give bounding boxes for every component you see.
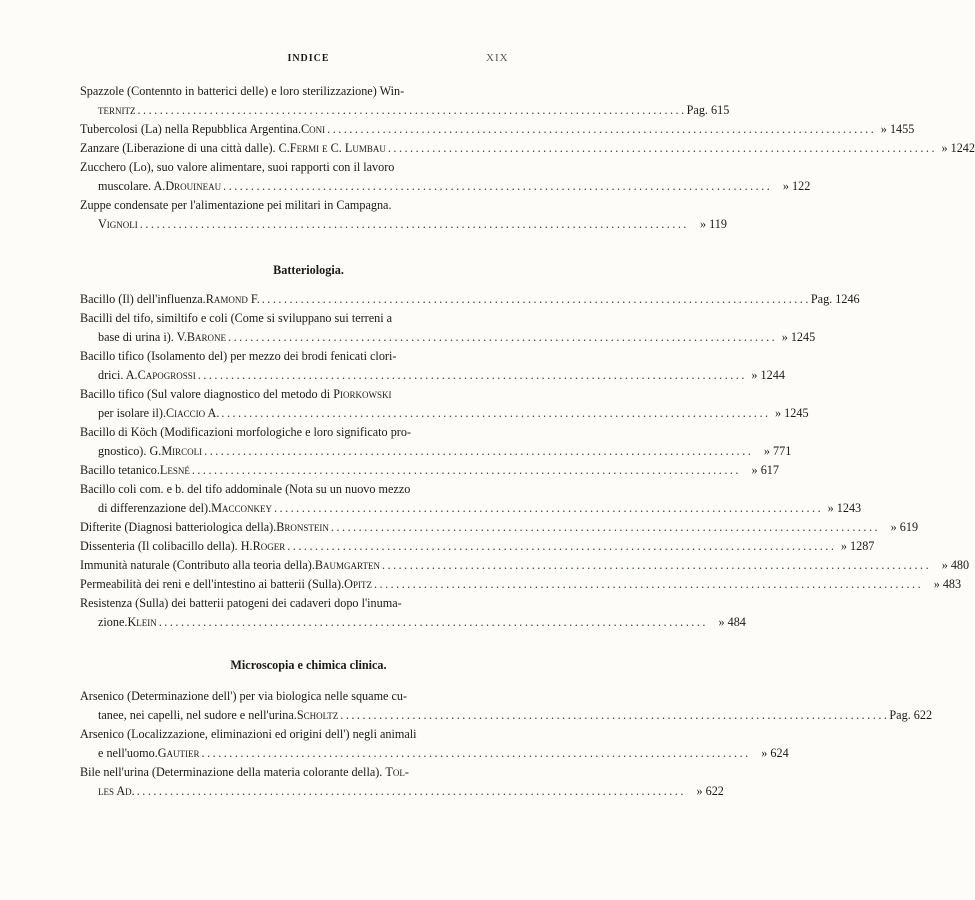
entry-page: » 484 — [718, 615, 746, 629]
entry-author: Baumgarten — [314, 558, 380, 572]
entry-text: Tubercolosi (La) nella Repubblica Argentina. — [80, 122, 302, 136]
section-heading-batteriologia: Batteriologia. — [273, 263, 344, 277]
entry-text: Bacillo coli com. e b. del tifo addominale (Nota su un nuovo mezzo — [80, 482, 411, 496]
entry-page: » 619 — [890, 520, 919, 534]
entry-page: Pag. 615 — [686, 103, 730, 117]
page-number-roman: XIX — [486, 52, 509, 64]
entry-text: Bile nell'urina (Determinazione della materia colorante della). — [80, 765, 386, 779]
index-entry-line — [80, 518, 919, 536]
dot-leader: ................................................................................................... — [340, 708, 890, 722]
dot-leader: ................................................................................................... — [136, 784, 686, 798]
entry-text: Zucchero (Lo), suo valore alimentare, suoi rapporti con il lavoro — [80, 160, 395, 174]
entry-author: Coni — [301, 122, 326, 136]
entry-page: » 771 — [763, 444, 792, 458]
index-entry-line — [98, 101, 730, 119]
index-entry-line — [98, 404, 809, 422]
entry-author: Ciaccio A. — [166, 406, 220, 420]
entry-text: Difterite (Diagnosi batteriologica della). — [80, 520, 277, 534]
dot-leader: ................................................................................................... — [201, 746, 751, 760]
entry-author: Tol- — [385, 765, 409, 779]
entry-author: Macconkey — [211, 501, 272, 515]
dot-leader: ................................................................................................... — [197, 368, 747, 382]
entry-text: Bacillo tifico (Sul valore diagnostico del metodo di — [80, 387, 334, 401]
entry-page: » 122 — [782, 179, 811, 193]
entry-page: » 624 — [761, 746, 789, 760]
entry-author: Klein — [127, 615, 157, 629]
entry-author: Vignoli — [98, 217, 138, 231]
index-entry-line — [98, 613, 746, 631]
index-entry-line — [98, 328, 816, 346]
entry-text: per isolare il). — [98, 406, 167, 420]
index-entry-line — [80, 480, 512, 498]
entry-author: les Ad. — [98, 784, 135, 798]
index-entry-line — [80, 290, 860, 308]
entry-text: Arsenico (Localizzazione, eliminazioni ed origini dell') negli animali — [80, 727, 417, 741]
entry-text: Bacillo tetanico. — [80, 463, 160, 477]
entry-text: gnostico). G. — [98, 444, 162, 458]
dot-leader: ................................................................................................... — [330, 520, 881, 534]
entry-author: Fermi e C. Lumbau — [289, 141, 386, 155]
entry-author: ternitz — [98, 103, 136, 117]
index-entry-line — [80, 385, 512, 403]
dot-leader: ................................................................................................... — [273, 501, 824, 515]
index-entry-line — [98, 215, 727, 233]
entry-text: di differenzazione del). — [98, 501, 212, 515]
index-entry-line — [98, 177, 811, 195]
entry-page: » 1245 — [775, 406, 809, 420]
entry-author: Gautier — [157, 746, 200, 760]
entry-text: tanee, nei capelli, nel sudore e nell'urina. — [98, 708, 297, 722]
index-entry-line — [80, 556, 970, 574]
dot-leader: ................................................................................................... — [261, 292, 811, 306]
dot-leader: ................................................................................................... — [287, 539, 837, 553]
entry-text: muscolare. A. — [98, 179, 166, 193]
index-entry-line — [98, 744, 789, 762]
entry-author: Piorkowski — [333, 387, 392, 401]
dot-leader: ................................................................................................... — [221, 406, 771, 420]
dot-leader: ................................................................................................... — [191, 463, 741, 477]
entry-page: Pag. 622 — [889, 708, 933, 722]
entry-author: Roger — [252, 539, 286, 553]
index-entry-line — [80, 575, 962, 593]
entry-text: Resistenza (Sulla) dei batterii patogeni dei cadaveri dopo l'inuma- — [80, 596, 402, 610]
index-entry-line — [80, 763, 512, 781]
entry-author: Opitz — [344, 577, 372, 591]
dot-leader: ................................................................................................... — [137, 103, 687, 117]
entry-text: Bacillo di Köch (Modificazioni morfologiche e loro significato pro- — [80, 425, 412, 439]
index-entry-line — [98, 499, 862, 517]
entry-author: Mircoli — [161, 444, 203, 458]
entry-text: Arsenico (Determinazione dell') per via biologica nelle squame cu- — [80, 689, 408, 703]
entry-page: » 1455 — [880, 122, 915, 136]
entry-text: Bacillo tifico (Isolamento del) per mezzo dei brodi fenicati clori- — [80, 349, 397, 363]
entry-text: Bacillo (Il) dell'influenza. — [80, 292, 206, 306]
index-entry-line — [80, 120, 915, 138]
index-entry-line — [98, 442, 792, 460]
dot-leader: ................................................................................................... — [387, 141, 937, 155]
index-entry-line — [98, 706, 933, 724]
index-entry-line — [80, 594, 512, 612]
index-entry-line — [98, 366, 785, 384]
entry-author: Barone — [186, 330, 227, 344]
dot-leader: ................................................................................................... — [223, 179, 773, 193]
entry-text: Bacilli del tifo, similtifo e coli (Come si sviluppano sui terreni a — [80, 311, 393, 325]
running-header-title: INDICE — [287, 53, 330, 64]
index-entry-line — [80, 158, 512, 176]
index-entry-line — [80, 537, 875, 555]
dot-leader: ................................................................................................... — [228, 330, 778, 344]
entry-page: » 1287 — [840, 539, 875, 553]
index-entry-line — [80, 461, 779, 479]
entry-page: » 622 — [696, 784, 724, 798]
dot-leader: ................................................................................................... — [373, 577, 924, 591]
dot-leader: ................................................................................................... — [139, 217, 689, 231]
entry-page: » 483 — [933, 577, 962, 591]
index-entry-line — [80, 82, 512, 100]
index-entry-line — [80, 347, 512, 365]
entry-author: Capogrossi — [137, 368, 196, 382]
entry-page: » 1245 — [781, 330, 816, 344]
entry-author: Drouineau — [165, 179, 222, 193]
entry-author: Bronstein — [276, 520, 329, 534]
section-heading-microscopia: Microscopia e chimica clinica. — [230, 658, 387, 672]
entry-text: drici. A. — [98, 368, 138, 382]
index-entry-line — [80, 139, 975, 157]
index-entry-line — [80, 725, 512, 743]
dot-leader: ................................................................................................... — [327, 122, 877, 136]
dot-leader: ................................................................................................... — [158, 615, 708, 629]
entry-author: Scholtz — [296, 708, 339, 722]
index-entry-line — [80, 423, 512, 441]
index-entry-line — [80, 309, 512, 327]
entry-text: Zuppe condensate per l'alimentazione pei militari in Campagna. — [80, 198, 392, 212]
entry-text: zione. — [98, 615, 128, 629]
entry-text: Immunità naturale (Contributo alla teoria della). — [80, 558, 315, 572]
entry-text: base di urina i). V. — [98, 330, 187, 344]
entry-text: Permeabilità dei reni e dell'intestino ai batterii (Sulla). — [80, 577, 345, 591]
dot-leader: ................................................................................................... — [381, 558, 932, 572]
entry-page: » 480 — [941, 558, 970, 572]
index-entry-line — [80, 196, 512, 214]
index-entry-line — [80, 687, 512, 705]
entry-page: » 1243 — [827, 501, 862, 515]
entry-text: e nell'uomo. — [98, 746, 158, 760]
entry-text: Dissenteria (Il colibacillo della). H. — [80, 539, 253, 553]
entry-author: Ramond F. — [205, 292, 260, 306]
entry-page: Pag. 1246 — [810, 292, 860, 306]
entry-page: » 119 — [699, 217, 727, 231]
entry-page: » 1244 — [751, 368, 785, 382]
entry-page: » 1242 — [941, 141, 975, 155]
entry-text: Zanzare (Liberazione di una città dalle). C. — [80, 141, 290, 155]
entry-text: Spazzole (Contennto in batterici delle) e loro sterilizzazione) Win- — [80, 84, 405, 98]
entry-author: Lesné — [159, 463, 190, 477]
entry-page: » 617 — [751, 463, 779, 477]
index-entry-line — [98, 782, 724, 800]
dot-leader: ................................................................................................... — [204, 444, 754, 458]
